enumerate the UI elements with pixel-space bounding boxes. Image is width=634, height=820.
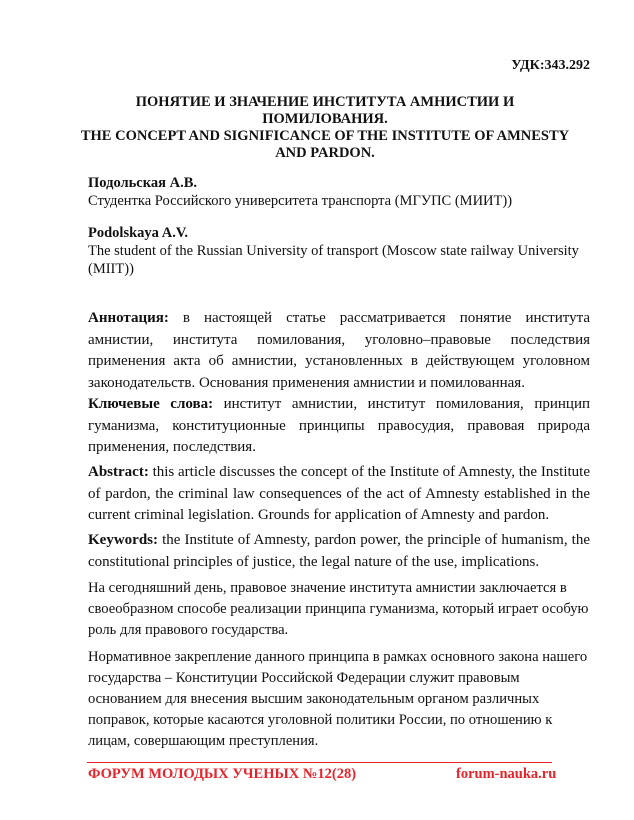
body-p1-line: своеобразном способе реализации принципа гуманизма, который играет особую <box>88 601 589 617</box>
keywords-ru-paragraph <box>88 394 590 459</box>
annotation-text: в настоящей статье рассматривается понятие института амнистии, института помилования, уголовно–правовые последствия применения акта об амнистии, установленных в действующем уголовном законодательств. Основания применения амнистии и помилованная. <box>88 310 590 391</box>
keywords-en-label: Keywords: <box>88 532 158 548</box>
abstract-en-label: Abstract: <box>88 464 149 480</box>
footer-journal-name: ФОРУМ МОЛОДЫХ УЧЕНЫХ №12(28) <box>88 766 357 782</box>
body-p1-line: роль для правового государства. <box>88 622 289 638</box>
keywords-en-paragraph <box>88 530 590 573</box>
udk-code: УДК:343.292 <box>511 58 590 73</box>
author-name-en: Podolskaya A.V. <box>88 225 189 241</box>
body-p2-line: основанием для внесения высшим законодательным органом различных <box>88 691 540 707</box>
footer-site-link[interactable]: forum-nauka.ru <box>456 766 557 782</box>
article-title <box>80 94 570 162</box>
author-name-ru: Подольская А.В. <box>88 175 197 191</box>
body-p2-line: лицам, совершающим преступления. <box>88 733 319 749</box>
abstract-en-text: this article discusses the concept of the Institute of Amnesty, the Institute of pardon, the criminal law consequences of the act of Amnesty established in the current criminal legislation. Grounds for application of Amnesty and pardon. <box>88 464 590 523</box>
annotation-paragraph <box>88 308 590 394</box>
body-paragraph-2 <box>88 647 598 752</box>
keywords-ru-label: Ключевые слова: <box>88 396 214 412</box>
keywords-en-text: the Institute of Amnesty, pardon power, the principle of humanism, the constitutional principles of justice, the legal nature of the use, implications. <box>88 532 590 570</box>
body-p2-line: Нормативное закрепление данного принципа в рамках основного закона нашего <box>88 649 588 665</box>
annotation-label: Аннотация: <box>88 310 169 326</box>
title-en-line1: THE CONCEPT AND SIGNIFICANCE OF THE INSTITUTE OF AMNESTY <box>80 128 570 144</box>
title-en-line2: AND PARDON. <box>275 145 375 161</box>
body-p2-line: поправок, которые касаются уголовной политики России, по отношению к <box>88 712 553 728</box>
author-affiliation-en-line1: The student of the Russian University of transport (Moscow state railway University <box>88 243 579 259</box>
body-p1-line: На сегодняшний день, правовое значение института амнистии заключается в <box>88 580 567 596</box>
keywords-ru-text: институт амнистии, институт помилования, принцип гуманизма, конституционные принципы правосудия, правовая природа применения, последствия. <box>88 396 590 455</box>
author-ru <box>88 174 598 210</box>
title-ru-line2: ПОМИЛОВАНИЯ. <box>262 111 388 127</box>
author-affiliation-ru: Студентка Российского университета транспорта (МГУПС (МИИТ)) <box>88 193 513 209</box>
title-ru-line1: ПОНЯТИЕ И ЗНАЧЕНИЕ ИНСТИТУТА АМНИСТИИ И <box>135 94 515 110</box>
body-p2-line: государства – Конституции Российской Федерации служит правовым <box>88 670 520 686</box>
abstract-en-paragraph <box>88 462 590 527</box>
footer-divider <box>87 762 552 763</box>
author-affiliation-en-line2: (MIIT)) <box>88 261 134 277</box>
body-paragraph-1 <box>88 578 598 641</box>
author-en <box>88 224 598 278</box>
